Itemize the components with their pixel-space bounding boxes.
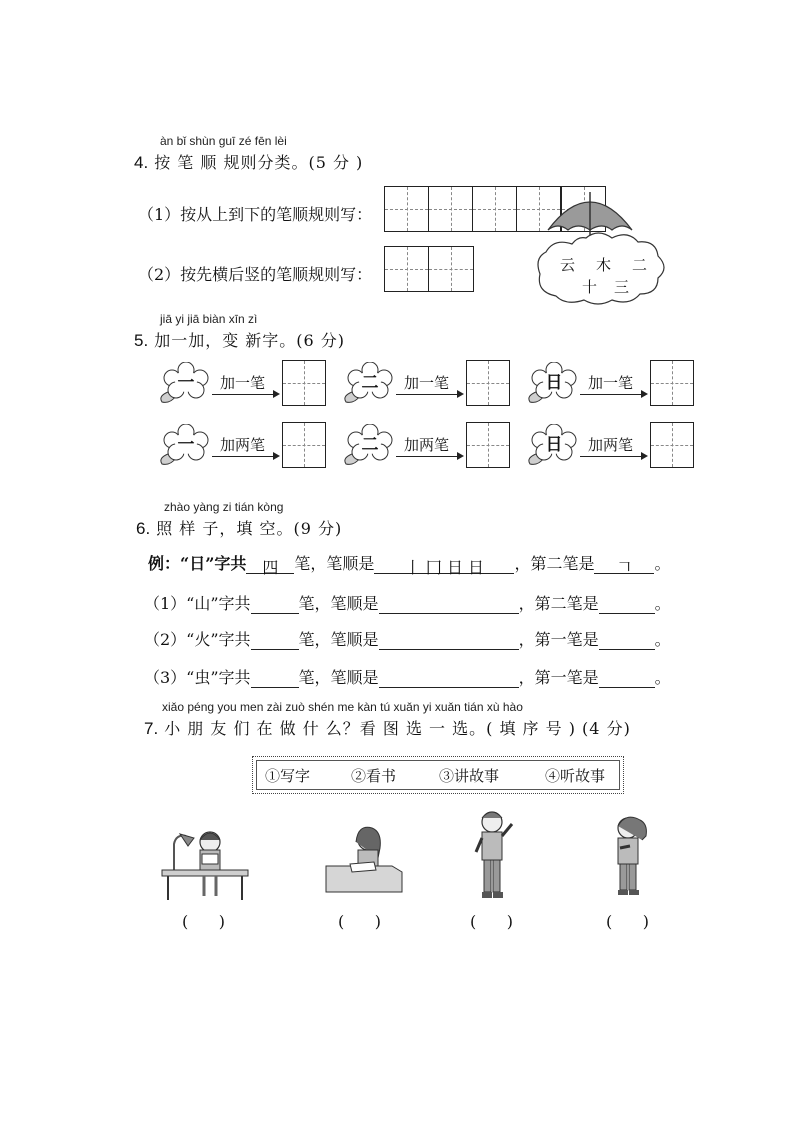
q6-stroke-count-input[interactable] <box>251 669 299 688</box>
q5-add-label: 加一笔 <box>588 374 634 392</box>
q5-number: 5. <box>134 331 149 350</box>
q5-answer-box[interactable] <box>466 360 510 406</box>
q5-base-char: 日 <box>545 434 563 455</box>
q6-score: 。(9 分) <box>276 519 343 538</box>
q6-row-tail: ，第二笔是 <box>518 594 599 613</box>
q7-answer-4[interactable]: ( ) <box>606 912 649 931</box>
q5-add-label: 加两笔 <box>220 436 266 454</box>
cloud-char-1: 云 <box>560 256 576 274</box>
writing-cell[interactable] <box>429 187 473 231</box>
q6-title-text: 照 样 子，填 空 <box>156 519 277 538</box>
q7-option-1: ①写字 <box>265 767 311 785</box>
q6-stroke-answer-input[interactable] <box>599 631 655 650</box>
q6-row-end: 。 <box>654 594 671 613</box>
q6-row-3 <box>144 665 671 688</box>
q7-title <box>144 716 631 739</box>
q6-example-mid: 笔，笔顺是 <box>294 554 375 573</box>
arrow-head-icon <box>273 452 280 460</box>
writing-cell[interactable] <box>429 247 473 291</box>
cloud-char-2: 木 <box>596 256 612 274</box>
q5-answer-box[interactable] <box>282 360 326 406</box>
girl-listening-illustration <box>606 812 656 896</box>
q5-answer-box[interactable] <box>466 422 510 468</box>
q6-stroke-answer-input[interactable] <box>599 669 655 688</box>
q5-add-label: 加两笔 <box>404 436 450 454</box>
q6-pinyin: zhào yàng zi tián kòng <box>164 500 284 514</box>
arrow-icon <box>580 394 642 395</box>
q7-answer-3[interactable]: ( ) <box>470 912 513 931</box>
q6-stroke-answer-input[interactable] <box>599 595 655 614</box>
arrow-icon <box>212 394 274 395</box>
q6-stroke-order-input[interactable] <box>379 631 519 650</box>
q6-row-end: 。 <box>654 630 671 649</box>
cloud-char-5: 三 <box>614 278 630 296</box>
arrow-head-icon <box>273 390 280 398</box>
child-reading-illustration <box>160 820 250 902</box>
q6-row-mid: 笔，笔顺是 <box>298 668 379 687</box>
q5-score: 。(6 分) <box>279 331 346 350</box>
arrow-icon <box>212 456 274 457</box>
q7-pinyin: xiǎo péng you men zài zuò shén me kàn tú xuǎn yi xuǎn tián xù hào <box>162 700 523 714</box>
q7-score: 。( 填 序 号 ) (4 分) <box>469 719 631 738</box>
q4-title <box>134 150 363 173</box>
q5-base-char: 一 <box>177 372 195 393</box>
q5-add-label: 加一笔 <box>404 374 450 392</box>
q6-row-tail: ，第一笔是 <box>518 630 599 649</box>
cloud-char-4: 十 <box>582 278 598 296</box>
q6-example-end: 。 <box>654 554 671 573</box>
q7-answer-1[interactable]: ( ) <box>182 912 225 931</box>
q7-options-box <box>252 756 624 794</box>
q7-title-text: 小 朋 友 们 在 做 什 么？看 图 选 一 选 <box>164 719 470 738</box>
q6-number: 6. <box>136 519 151 538</box>
q6-title <box>136 516 342 539</box>
girl-writing-illustration <box>322 822 406 894</box>
q6-example-prefix: 例：“日”字共 <box>148 554 247 573</box>
q5-pinyin: jiā yi jiā biàn xīn zì <box>160 312 258 326</box>
q5-base-char: 二 <box>361 372 379 393</box>
q4-row2-grid[interactable] <box>384 246 474 292</box>
q6-example-answer: 𠃍 <box>594 555 654 574</box>
arrow-head-icon <box>457 390 464 398</box>
q6-example-tail: ，第二笔是 <box>514 554 595 573</box>
q4-title-text: 按 笔 顺 规则分类 <box>154 153 292 172</box>
arrow-icon <box>396 394 458 395</box>
arrow-head-icon <box>457 452 464 460</box>
arrow-icon <box>580 456 642 457</box>
q6-row-prefix: （1）“山”字共 <box>144 594 251 613</box>
boy-talking-illustration <box>470 808 520 902</box>
writing-cell[interactable] <box>385 187 429 231</box>
q5-base-char: 日 <box>545 372 563 393</box>
q4-score: 。(5 分 ) <box>291 153 364 172</box>
q6-row-end: 。 <box>654 668 671 687</box>
q7-number: 7. <box>144 719 159 738</box>
arrow-head-icon <box>641 452 648 460</box>
q6-row-tail: ，第一笔是 <box>518 668 599 687</box>
q7-option-4: ④听故事 <box>545 767 606 785</box>
q6-stroke-count-input[interactable] <box>251 595 299 614</box>
writing-cell[interactable] <box>473 187 517 231</box>
q5-answer-box[interactable] <box>282 422 326 468</box>
q6-stroke-count-input[interactable] <box>251 631 299 650</box>
q6-stroke-order-input[interactable] <box>379 669 519 688</box>
q6-row-prefix: （2）“火”字共 <box>144 630 251 649</box>
q6-example-count: 四 <box>246 555 294 574</box>
q5-title-text: 加一加，变 新字 <box>154 331 280 350</box>
arrow-head-icon <box>641 390 648 398</box>
q5-title <box>134 328 345 351</box>
q5-add-label: 加一笔 <box>220 374 266 392</box>
q4-pinyin: àn bǐ shùn guī zé fēn lèi <box>160 134 287 148</box>
writing-cell[interactable] <box>385 247 429 291</box>
q7-option-2: ②看书 <box>351 767 397 785</box>
arrow-icon <box>396 456 458 457</box>
q6-stroke-order-input[interactable] <box>379 595 519 614</box>
q6-example-order: 丨 冂 日 日 <box>374 555 514 574</box>
cloud-char-3: 二 <box>632 256 648 274</box>
q6-row-mid: 笔，笔顺是 <box>298 594 379 613</box>
q7-option-3: ③讲故事 <box>439 767 500 785</box>
q4-row2-label: （2）按先横后竖的笔顺规则写： <box>138 265 373 284</box>
q6-row-2 <box>144 627 671 650</box>
q5-answer-box[interactable] <box>650 422 694 468</box>
q5-base-char: 二 <box>361 434 379 455</box>
q6-example <box>148 551 671 577</box>
q7-answer-2[interactable]: ( ) <box>338 912 381 931</box>
q5-base-char: 一 <box>177 434 195 455</box>
umbrella-cloud-illustration <box>534 182 674 308</box>
q5-answer-box[interactable] <box>650 360 694 406</box>
q6-row-1 <box>144 591 671 614</box>
q4-number: 4. <box>134 153 149 172</box>
q6-row-mid: 笔，笔顺是 <box>298 630 379 649</box>
q5-add-label: 加两笔 <box>588 436 634 454</box>
q4-row1-label: （1）按从上到下的笔顺规则写： <box>138 205 373 224</box>
q6-row-prefix: （3）“虫”字共 <box>144 668 251 687</box>
